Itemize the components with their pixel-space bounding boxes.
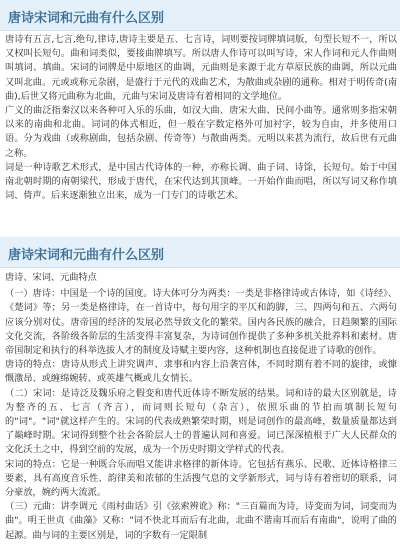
subtitle: 唐诗、宋词、元曲特点 [5,272,97,283]
article-body [5,33,397,203]
paragraph: （二）宋词：是诗泛及魏乐府之假变和唐代近体诗不断发展的结果。词和诗的最大区别就是，诗为整齐的五、七言（齐言），而词则长短句（杂言），依照乐曲的节拍而填制长短句的"词"。"词"就这样产生的。宋词的代表成熟繁荣时期，则是词创作的最高峰，数量质量都达到了巅峰时期。宋词得到整个社会各阶层人士的普遍认同和喜爱。词已深深植根于广大人民群众的文化沃土之中，得到空前的发展，成为一个历史时期文学样式的代表。 [5,387,397,456]
paragraph: （三）元曲：讲李调元《雨村曲话》引《弦索辨讹》称："三百篇而为诗，诗变而为词，词变而为曲"。明王世贞《曲藻》又称："词不快北耳而后有北曲，北曲不谐南耳而后有南曲"，说明了曲的起源。曲与词的主要区别是，词的字数有一定限制 [5,501,397,541]
section-title: 唐诗宋词和元曲有什么区别 [8,11,165,26]
article-body [5,271,397,543]
section-title: 唐诗宋词和元曲有什么区别 [8,248,165,263]
section-title-bar [0,0,400,31]
paragraph: 词是一种诗歌艺术形式，是中国古代诗体的一种，亦称长调、曲子词、诗馀，长短句。始于中国南北朝时期的南朝梁代，形成于唐代，在宋代达到其顶峰。一开始作曲而唱，所以写词又称作填词、倚声。后来逐渐独立出来，成为一门专门的诗歌艺术。 [5,161,397,202]
paragraph: 唐诗有五言,七言,绝句,律诗,唐诗主要是五、七言诗，词则要按词牌填词版，句型长短不一，所以又权叫长短句。曲和词类似，要接曲牌填写。所以唐人作诗可以叫写诗，宋人作词和元人作曲则叫填词、填曲。宋词的词牌是中原地区的曲调，元曲则是来源于北方草原民族的曲调，所以元曲又叫北曲。元或或称元杂剧，是盛行于元代的戏曲艺术，为散曲或杂剧的通称。相对于明传奇(南曲),后世又将元曲称为北曲，元曲与宋词及唐诗有着相同的文学地位。 [5,34,397,102]
section-title-bar [0,237,400,268]
paragraph: 唐诗的特点：唐诗从形式上讲究调声、隶事和内容上沿袭宫体，不同时期有着不同的旋律，或慷慨激昂、或缠绵婉转、或英雄气概或儿女情长。 [5,359,397,385]
paragraph: 广义的曲泛指秦汉以来各种可入乐的乐曲，如汉大曲、唐宋大曲、民间小曲等。通常则多指宋朝以来的南曲和北曲。词词的体式相近，但一般在字数定格外可加衬字，较为自由，并多使用口语。分为戏曲（或称剧曲，包括杂剧、传奇等）与散曲两类。元明以来甚为流行，故后世有元曲之称。 [5,105,397,159]
paragraph: 宋词的特点：它是一种既合乐而唱又能讲求格律的新体诗。它包括有燕乐、民歌、近体诗格律三要素，具有高度音乐性、韵律美和浓郁的生活搜气息的文学新形式，词与诗有着密切的联系，词分豪放，婉约两大流派。 [5,458,397,499]
paragraph: （一）唐诗：中国是一个诗的国度。诗大体可分为两类：一类是非格律诗或古体诗，如《诗经》、《楚词》等；另一类是格律诗，在一首诗中，每句用字的平仄和韵脚，三、四两句和五、六两句应该分别对仗。唐帝国的经济的发展必然导致文化的繁荣。国内各民族的融合，日趋频繁的国际文化交流，各阶级各阶层的生活变得丰富复杂，为诗词创作提供了多种多机关批养料和素材。唐帝国制定和执行的科举选拔人才的制度及诗赋主要内容，这种机制也直接促进了诗歌的创作。 [5,288,397,357]
